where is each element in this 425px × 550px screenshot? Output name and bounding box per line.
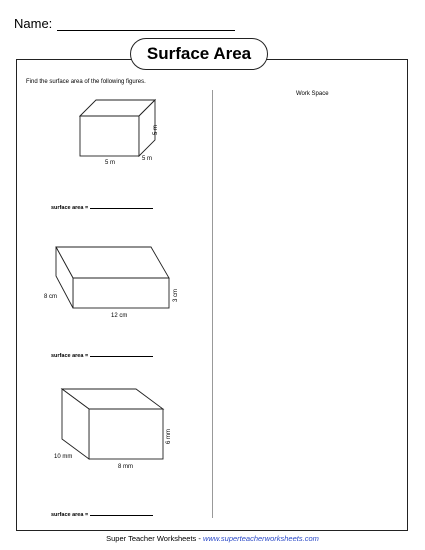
name-label: Name: [14,16,53,31]
answer-1-blank[interactable] [90,203,153,209]
worksheet-title: Surface Area [130,38,268,70]
prism-1-figure [56,247,169,308]
prism-2-depth-label: 10 mm [54,454,73,460]
prism-1-depth-label: 8 cm [44,294,58,300]
instructions: Find the surface area of the following figures. [26,79,146,85]
answer-2 [51,351,153,359]
answer-1 [51,203,153,211]
prism-2-height-label: 6 mm [166,429,172,444]
answer-1-label: surface area = [51,205,89,211]
prism-1-height-label: 3 cm [173,288,179,302]
answer-2-label: surface area = [51,353,89,359]
answer-3-label: surface area = [51,512,89,518]
answer-2-blank[interactable] [90,351,153,357]
answer-3 [51,510,153,518]
cube-figure [80,100,155,156]
answer-3-blank[interactable] [90,510,153,516]
prism-2-length-label: 8 mm [118,464,133,470]
prism-2-figure [62,389,163,459]
cube-width-label: 5 m [105,160,116,166]
footer [0,534,425,543]
prism-1-length-label: 12 cm [111,313,128,319]
cube-height-label: 5 m [153,124,159,135]
work-space-label: Work Space [296,91,329,97]
footer-link[interactable]: www.superteacherworksheets.com [202,534,319,543]
footer-text: Super Teacher Worksheets - [106,534,203,543]
cube-depth-label: 5 m [142,156,153,162]
